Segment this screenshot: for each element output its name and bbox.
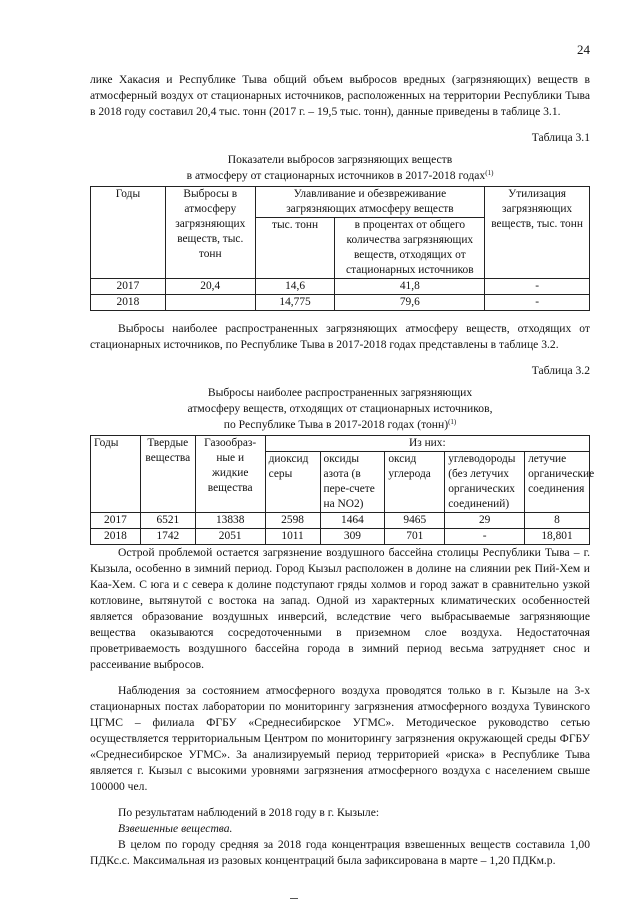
table2-header-so2: диоксид серы	[265, 452, 320, 513]
table2-cell-year: 2017	[91, 513, 141, 529]
table2-header-nox: оксиды азота (в пере-счете на NO2)	[320, 452, 385, 513]
table1-header-emissions: Выбросы в атмосферу загрязняющих веществ, тыс. тонн	[165, 187, 255, 279]
table1-header-capture-percent: в процентах от общего количества загрязняющих веществ, отходящих от стационарных источников	[335, 218, 485, 279]
table1-footnote-mark: (1)	[485, 169, 494, 177]
table1-cell-emissions: 20,4	[165, 279, 255, 295]
table2-label: Таблица 3.2	[531, 364, 590, 377]
paragraph-results: По результатам наблюдений в 2018 году в г. Кызыле:	[118, 806, 380, 819]
table1-cell-percent: 41,8	[335, 279, 485, 295]
table1-cell-tons: 14,6	[255, 279, 335, 295]
table2-cell-nox: 1464	[320, 513, 385, 529]
paragraph-kyzyl: Острой проблемой остается загрязнение воздушного бассейна столицы Республики Тыва – г. Кызыла, особенно в зимний период. Город Кызыл расположен в долине на слиянии рек Пий-Хем и Каа-Хем. С юга и с севера к долине подступают гряды холмов и город зажат в сравнительно узкой котловине, вытянутой с востока на запад. Одной из характерных климатических особенностей является образование воздушных инверсий, вследствие чего выбрасываемые загрязняющие вещества оказываются сосредоточенными в приземном слое воздуха. Недостаточная проветриваемость воздушного бассейна города в зимний период весьма затрудняет снос и рассеивание выбросов.	[90, 546, 590, 671]
table1-header-capture: Улавливание и обезвреживание загрязняющих атмосферу веществ	[255, 187, 485, 218]
table1-cell-year: 2017	[91, 279, 166, 295]
table2-footnote-mark: (1)	[448, 418, 457, 426]
table2-cell-voc: 8	[525, 513, 590, 529]
document-body	[90, 72, 595, 869]
table2-header-hydrocarbons: углеводороды (без летучих органических соединений)	[445, 452, 525, 513]
table2-cell-voc: 18,801	[525, 529, 590, 545]
table1-cell-utilization: -	[485, 295, 590, 311]
paragraph-observations: Наблюдения за состоянием атмосферного воздуха проводятся только в г. Кызыле на 3-х стационарных постах лаборатории по мониторингу загрязнения атмосферного воздуха Тувинского ЦГМС – филиала ФГБУ «Среднесибирское УГМС». Методическое руководство сетью осуществляется территориальным Центром по мониторингу загрязнения окружающей среды ФГБУ «Среднесибирское УГМС». За анализируемый период территорией «риска» в Республике Тыва является г. Кызыл с высокими уровнями загрязнения атмосферного воздуха с населением свыше 100000 чел.	[90, 684, 590, 793]
page-number: 24	[577, 42, 590, 57]
table2-header-solid: Твердые вещества	[140, 436, 195, 513]
table1	[90, 186, 590, 311]
table2-cell-gas-liquid: 2051	[195, 529, 265, 545]
table2-header-gas-liquid: Газообраз-ные и жидкие вещества	[195, 436, 265, 513]
table2-title-line2: атмосферу веществ, отходящих от стационарных источников,	[187, 402, 493, 415]
table2-header-of-which: Из них:	[265, 436, 589, 452]
table2-cell-co: 701	[385, 529, 445, 545]
table1-title-line2: в атмосферу от стационарных источников в 2017-2018 годах	[186, 169, 486, 182]
table2-title	[90, 385, 590, 433]
table2-cell-year: 2018	[91, 529, 141, 545]
table2-cell-solid: 1742	[140, 529, 195, 545]
intro-paragraph: лике Хакасия и Республике Тыва общий объем выбросов вредных (загрязняющих) веществ в атмосферный воздух от стационарных источников, расположенных на территории Республики Тыва в 2018 году составил 20,4 тыс. тонн (2017 г. – 19,5 тыс. тонн), данные приведены в таблице 3.1.	[90, 73, 590, 118]
table-row	[91, 529, 590, 545]
between-paragraph: Выбросы наиболее распространенных загрязняющих атмосферу веществ, отходящих от стационарных источников, по Республике Тыва в 2017-2018 годах представлены в таблице 3.2.	[90, 322, 590, 351]
table1-header-years: Годы	[91, 187, 166, 279]
table1-cell-utilization: -	[485, 279, 590, 295]
table1-header-utilization: Утилизация загрязняющих веществ, тыс. тонн	[485, 187, 590, 279]
table2-cell-solid: 6521	[140, 513, 195, 529]
table2-cell-so2: 2598	[265, 513, 320, 529]
table1-cell-percent: 79,6	[335, 295, 485, 311]
table2-cell-hydrocarbons: -	[445, 529, 525, 545]
footer-mark	[290, 898, 298, 899]
table2-cell-nox: 309	[320, 529, 385, 545]
table1-cell-emissions	[165, 295, 255, 311]
table1-header-capture-tons: тыс. тонн	[255, 218, 335, 279]
table-row	[91, 513, 590, 529]
subheading-suspended: Взвешенные вещества.	[118, 822, 233, 835]
table2-cell-co: 9465	[385, 513, 445, 529]
table-row	[91, 279, 590, 295]
table2-cell-so2: 1011	[265, 529, 320, 545]
table2	[90, 435, 595, 545]
table2-header-years: Годы	[91, 436, 141, 513]
table1-title-line1: Показатели выбросов загрязняющих веществ	[227, 153, 453, 166]
table1-cell-year: 2018	[91, 295, 166, 311]
table2-title-line3: по Республике Тыва в 2017-2018 годах (тонн)	[223, 418, 449, 431]
table2-header-voc: летучие органические соединения	[525, 452, 590, 513]
table-row	[91, 295, 590, 311]
table2-title-line1: Выбросы наиболее распространенных загрязняющих	[207, 386, 473, 399]
table2-header-co: оксид углерода	[385, 452, 445, 513]
table1-cell-tons: 14,775	[255, 295, 335, 311]
paragraph-suspended: В целом по городу средняя за 2018 года концентрация взвешенных веществ составила 1,00 ПДКс.с. Максимальная из разовых концентраций была зафиксирована в марте – 1,20 ПДКм.р.	[90, 838, 590, 867]
table1-label: Таблица 3.1	[531, 131, 590, 144]
table1-title	[90, 152, 590, 184]
table2-cell-gas-liquid: 13838	[195, 513, 265, 529]
table2-cell-hydrocarbons: 29	[445, 513, 525, 529]
